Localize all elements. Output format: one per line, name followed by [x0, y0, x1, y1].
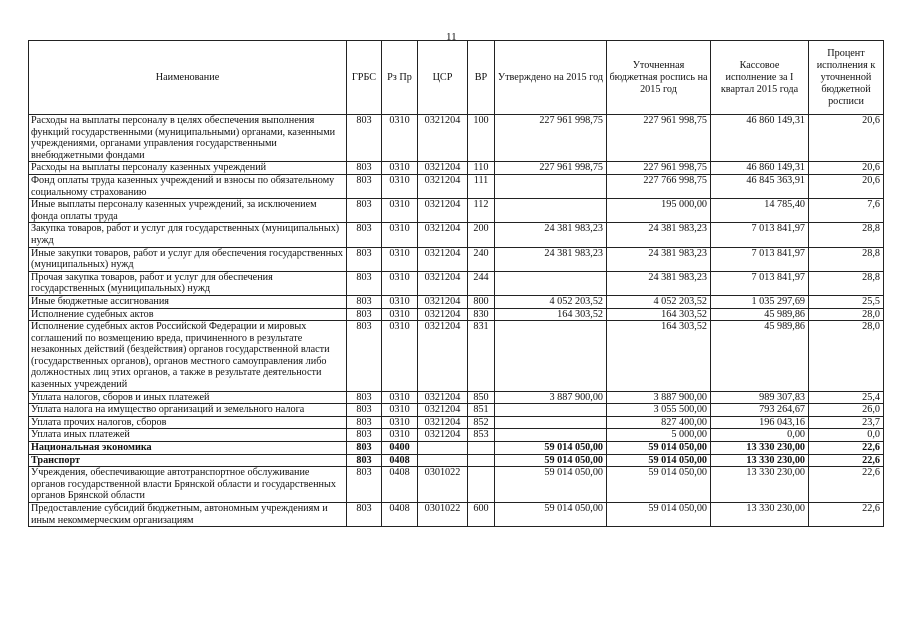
cell-csr: 0321204 — [418, 115, 468, 162]
header-row — [29, 41, 884, 115]
cell-csr: 0301022 — [418, 503, 468, 527]
cell-rzpr: 0310 — [382, 404, 418, 417]
cell-grbs: 803 — [347, 308, 382, 321]
table-row — [29, 223, 884, 247]
budget-table — [28, 40, 884, 527]
table-row — [29, 199, 884, 223]
cell-approved — [495, 429, 607, 442]
cell-csr: 0321204 — [418, 391, 468, 404]
cell-vr: 112 — [468, 199, 495, 223]
cell-vr: 850 — [468, 391, 495, 404]
table-row — [29, 503, 884, 527]
cell-rzpr: 0310 — [382, 247, 418, 271]
cell-approved: 59 014 050,00 — [495, 467, 607, 503]
cell-refined: 227 961 998,75 — [607, 115, 711, 162]
cell-vr — [468, 442, 495, 455]
cell-name: Национальная экономика — [29, 442, 347, 455]
cell-approved: 164 303,52 — [495, 308, 607, 321]
cell-vr: 830 — [468, 308, 495, 321]
cell-name: Уплата налога на имущество организаций и земельного налога — [29, 404, 347, 417]
cell-refined: 227 961 998,75 — [607, 162, 711, 175]
cell-approved: 59 014 050,00 — [495, 454, 607, 467]
table-row — [29, 247, 884, 271]
cell-csr — [418, 454, 468, 467]
cell-name: Уплата иных платежей — [29, 429, 347, 442]
cell-grbs: 803 — [347, 467, 382, 503]
cell-rzpr: 0408 — [382, 454, 418, 467]
table-row — [29, 162, 884, 175]
cell-refined: 4 052 203,52 — [607, 295, 711, 308]
cell-grbs: 803 — [347, 223, 382, 247]
table-row — [29, 321, 884, 392]
cell-percent: 28,8 — [809, 271, 884, 295]
cell-csr: 0321204 — [418, 174, 468, 198]
cell-refined: 827 400,00 — [607, 416, 711, 429]
table-row — [29, 115, 884, 162]
cell-vr: 110 — [468, 162, 495, 175]
cell-percent: 28,0 — [809, 308, 884, 321]
cell-name: Расходы на выплаты персоналу в целях обеспечения выполнения функций государственными (муниципальными) органами, казенными учреждениями, органами управления государственными внебюджетными фондами — [29, 115, 347, 162]
cell-grbs: 803 — [347, 391, 382, 404]
cell-vr: 600 — [468, 503, 495, 527]
cell-percent: 20,6 — [809, 162, 884, 175]
cell-csr: 0321204 — [418, 271, 468, 295]
cell-cash: 13 330 230,00 — [711, 442, 809, 455]
cell-percent: 25,4 — [809, 391, 884, 404]
cell-rzpr: 0310 — [382, 308, 418, 321]
cell-refined: 59 014 050,00 — [607, 442, 711, 455]
cell-name: Предоставление субсидий бюджетным, автономным учреждениям и иным некоммерческим организациям — [29, 503, 347, 527]
table-row — [29, 308, 884, 321]
cell-grbs: 803 — [347, 199, 382, 223]
cell-rzpr: 0310 — [382, 429, 418, 442]
cell-approved — [495, 174, 607, 198]
cell-grbs: 803 — [347, 429, 382, 442]
table-row — [29, 442, 884, 455]
cell-percent: 22,6 — [809, 503, 884, 527]
cell-vr: 244 — [468, 271, 495, 295]
cell-vr: 200 — [468, 223, 495, 247]
cell-cash: 7 013 841,97 — [711, 223, 809, 247]
cell-cash: 46 845 363,91 — [711, 174, 809, 198]
cell-cash: 793 264,67 — [711, 404, 809, 417]
cell-cash: 989 307,83 — [711, 391, 809, 404]
cell-vr: 853 — [468, 429, 495, 442]
cell-cash: 46 860 149,31 — [711, 162, 809, 175]
cell-grbs: 803 — [347, 454, 382, 467]
cell-approved — [495, 321, 607, 392]
cell-grbs: 803 — [347, 321, 382, 392]
cell-csr — [418, 442, 468, 455]
col-header-percent: Процент исполнения к уточненной бюджетной росписи — [809, 41, 884, 115]
col-header-name: Наименование — [29, 41, 347, 115]
cell-rzpr: 0310 — [382, 174, 418, 198]
cell-vr: 831 — [468, 321, 495, 392]
cell-csr: 0321204 — [418, 321, 468, 392]
cell-vr — [468, 467, 495, 503]
cell-rzpr: 0310 — [382, 416, 418, 429]
cell-rzpr: 0310 — [382, 162, 418, 175]
table-row — [29, 271, 884, 295]
cell-approved: 227 961 998,75 — [495, 162, 607, 175]
cell-name: Исполнение судебных актов Российской Федерации и мировых соглашений по возмещению вреда, причиненного в результате незаконных действий (бездействия) органов государственной власти (государственных органов), органов местного самоуправления либо должностных лиц этих органов, а также в результате деятельности казенных учреждений — [29, 321, 347, 392]
cell-approved: 3 887 900,00 — [495, 391, 607, 404]
cell-percent: 28,8 — [809, 223, 884, 247]
cell-cash: 196 043,16 — [711, 416, 809, 429]
cell-grbs: 803 — [347, 115, 382, 162]
table-row — [29, 467, 884, 503]
cell-name: Закупка товаров, работ и услуг для государственных (муниципальных) нужд — [29, 223, 347, 247]
cell-name: Уплата прочих налогов, сборов — [29, 416, 347, 429]
cell-refined: 3 887 900,00 — [607, 391, 711, 404]
cell-percent: 26,0 — [809, 404, 884, 417]
cell-rzpr: 0408 — [382, 503, 418, 527]
col-header-csr: ЦСР — [418, 41, 468, 115]
cell-refined: 24 381 983,23 — [607, 247, 711, 271]
cell-approved: 59 014 050,00 — [495, 442, 607, 455]
col-header-rzpr: Рз Пр — [382, 41, 418, 115]
cell-vr: 100 — [468, 115, 495, 162]
table-row — [29, 454, 884, 467]
page-number: 11 — [446, 31, 457, 43]
cell-grbs: 803 — [347, 295, 382, 308]
cell-percent: 20,6 — [809, 115, 884, 162]
cell-grbs: 803 — [347, 271, 382, 295]
cell-percent: 28,8 — [809, 247, 884, 271]
cell-name: Иные выплаты персоналу казенных учреждений, за исключением фонда оплаты труда — [29, 199, 347, 223]
cell-cash: 46 860 149,31 — [711, 115, 809, 162]
cell-percent: 22,6 — [809, 442, 884, 455]
cell-rzpr: 0310 — [382, 391, 418, 404]
cell-csr: 0321204 — [418, 308, 468, 321]
cell-approved — [495, 416, 607, 429]
cell-grbs: 803 — [347, 442, 382, 455]
cell-cash: 45 989,86 — [711, 308, 809, 321]
col-header-approved: Утверждено на 2015 год — [495, 41, 607, 115]
cell-approved — [495, 404, 607, 417]
cell-rzpr: 0310 — [382, 115, 418, 162]
table-row — [29, 404, 884, 417]
cell-cash: 13 330 230,00 — [711, 467, 809, 503]
cell-percent: 22,6 — [809, 467, 884, 503]
cell-csr: 0321204 — [418, 223, 468, 247]
cell-csr: 0321204 — [418, 404, 468, 417]
cell-csr: 0321204 — [418, 416, 468, 429]
cell-refined: 227 766 998,75 — [607, 174, 711, 198]
cell-cash: 7 013 841,97 — [711, 271, 809, 295]
cell-refined: 195 000,00 — [607, 199, 711, 223]
cell-refined: 24 381 983,23 — [607, 223, 711, 247]
cell-grbs: 803 — [347, 404, 382, 417]
cell-csr: 0301022 — [418, 467, 468, 503]
cell-name: Расходы на выплаты персоналу казенных учреждений — [29, 162, 347, 175]
cell-refined: 164 303,52 — [607, 321, 711, 392]
cell-csr: 0321204 — [418, 162, 468, 175]
cell-csr: 0321204 — [418, 295, 468, 308]
col-header-vr: ВР — [468, 41, 495, 115]
cell-vr: 852 — [468, 416, 495, 429]
table-row — [29, 429, 884, 442]
cell-refined: 59 014 050,00 — [607, 503, 711, 527]
table-row — [29, 295, 884, 308]
col-header-refined: Уточненная бюджетная роспись на 2015 год — [607, 41, 711, 115]
cell-grbs: 803 — [347, 247, 382, 271]
cell-refined: 59 014 050,00 — [607, 467, 711, 503]
cell-rzpr: 0310 — [382, 271, 418, 295]
cell-cash: 7 013 841,97 — [711, 247, 809, 271]
cell-name: Учреждения, обеспечивающие автотранспортное обслуживание органов государственной власти Брянской области и государственных органов Брянской области — [29, 467, 347, 503]
cell-cash: 14 785,40 — [711, 199, 809, 223]
cell-cash: 13 330 230,00 — [711, 454, 809, 467]
cell-grbs: 803 — [347, 416, 382, 429]
table-body — [29, 115, 884, 527]
cell-refined: 5 000,00 — [607, 429, 711, 442]
cell-percent: 28,0 — [809, 321, 884, 392]
cell-vr — [468, 454, 495, 467]
cell-cash: 13 330 230,00 — [711, 503, 809, 527]
cell-approved — [495, 199, 607, 223]
table-row — [29, 416, 884, 429]
cell-approved: 24 381 983,23 — [495, 247, 607, 271]
cell-csr: 0321204 — [418, 247, 468, 271]
cell-approved — [495, 271, 607, 295]
cell-approved: 4 052 203,52 — [495, 295, 607, 308]
cell-rzpr: 0400 — [382, 442, 418, 455]
cell-cash: 45 989,86 — [711, 321, 809, 392]
col-header-cash: Кассовое исполнение за I квартал 2015 года — [711, 41, 809, 115]
col-header-grbs: ГРБС — [347, 41, 382, 115]
cell-approved: 59 014 050,00 — [495, 503, 607, 527]
cell-refined: 164 303,52 — [607, 308, 711, 321]
cell-rzpr: 0310 — [382, 199, 418, 223]
cell-name: Исполнение судебных актов — [29, 308, 347, 321]
cell-refined: 24 381 983,23 — [607, 271, 711, 295]
cell-percent: 22,6 — [809, 454, 884, 467]
cell-csr: 0321204 — [418, 429, 468, 442]
cell-name: Иные закупки товаров, работ и услуг для обеспечения государственных (муниципальных) нужд — [29, 247, 347, 271]
cell-vr: 800 — [468, 295, 495, 308]
cell-percent: 7,6 — [809, 199, 884, 223]
cell-cash: 0,00 — [711, 429, 809, 442]
cell-csr: 0321204 — [418, 199, 468, 223]
cell-vr: 851 — [468, 404, 495, 417]
cell-name: Прочая закупка товаров, работ и услуг для обеспечения государственных (муниципальных) нужд — [29, 271, 347, 295]
table-row — [29, 391, 884, 404]
cell-vr: 240 — [468, 247, 495, 271]
cell-percent: 23,7 — [809, 416, 884, 429]
cell-rzpr: 0310 — [382, 223, 418, 247]
cell-name: Транспорт — [29, 454, 347, 467]
cell-approved: 24 381 983,23 — [495, 223, 607, 247]
cell-grbs: 803 — [347, 174, 382, 198]
cell-rzpr: 0310 — [382, 321, 418, 392]
table-row — [29, 174, 884, 198]
cell-approved: 227 961 998,75 — [495, 115, 607, 162]
cell-percent: 25,5 — [809, 295, 884, 308]
cell-grbs: 803 — [347, 503, 382, 527]
cell-refined: 3 055 500,00 — [607, 404, 711, 417]
cell-rzpr: 0408 — [382, 467, 418, 503]
cell-name: Уплата налогов, сборов и иных платежей — [29, 391, 347, 404]
cell-cash: 1 035 297,69 — [711, 295, 809, 308]
cell-name: Фонд оплаты труда казенных учреждений и взносы по обязательному социальному страхованию — [29, 174, 347, 198]
cell-percent: 0,0 — [809, 429, 884, 442]
cell-percent: 20,6 — [809, 174, 884, 198]
cell-vr: 111 — [468, 174, 495, 198]
cell-grbs: 803 — [347, 162, 382, 175]
cell-refined: 59 014 050,00 — [607, 454, 711, 467]
cell-rzpr: 0310 — [382, 295, 418, 308]
cell-name: Иные бюджетные ассигнования — [29, 295, 347, 308]
